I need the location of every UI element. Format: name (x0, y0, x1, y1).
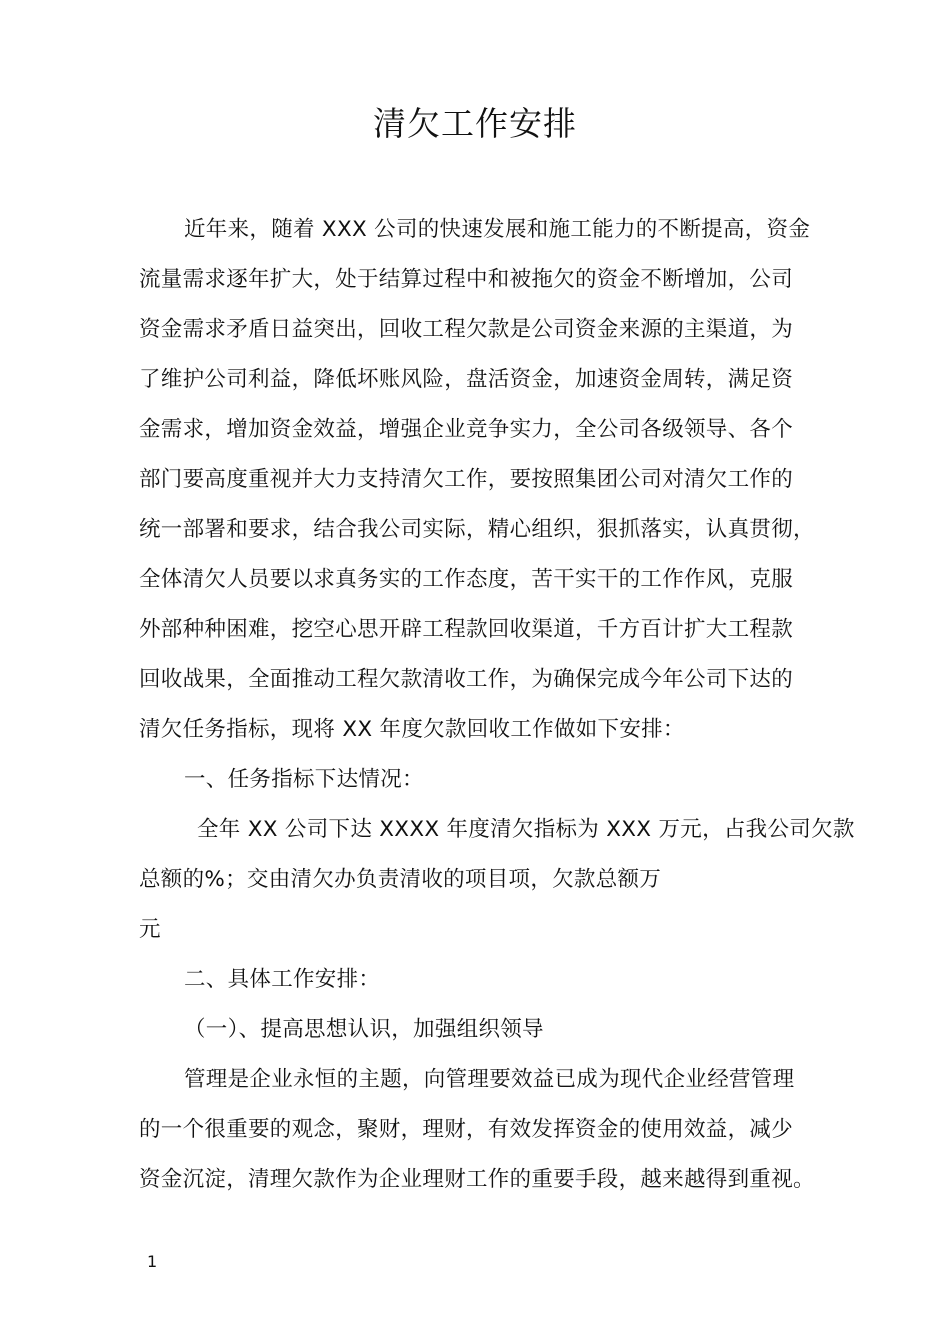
section-heading: 一、任务指标下达情况： (184, 767, 424, 792)
body-line: 外部种种困难，挖空心思开辟工程款回收渠道，千方百计扩大工程款 (139, 617, 794, 642)
body-line: 流量需求逐年扩大，处于结算过程中和被拖欠的资金不断增加，公司 (139, 267, 794, 292)
body-line: 管理是企业永恒的主题，向管理要效益已成为现代企业经营管理 (184, 1067, 795, 1092)
document-title: 清欠工作安排 (373, 104, 577, 143)
body-line: 总额的%；交由清欠办负责清收的项目项，欠款总额万 (139, 867, 662, 892)
subsection-heading: （一）、提高思想认识，加强组织领导 (184, 1017, 544, 1042)
section-heading: 二、具体工作安排： (184, 967, 381, 992)
page-number: 1 (147, 1252, 158, 1271)
body-line: 元 (139, 917, 161, 942)
body-line: 资金沉淀，清理欠款作为企业理财工作的重要手段，越来越得到重视。 (139, 1167, 815, 1192)
body-line: 资金需求矛盾日益突出，回收工程欠款是公司资金来源的主渠道，为 (139, 317, 794, 342)
body-line: 全年 XX 公司下达 XXXX 年度清欠指标为 XXX 万元，占我公司欠款 (197, 817, 855, 842)
body-line: 全体清欠人员要以求真务实的工作态度，苦干实干的工作作风，克服 (139, 567, 794, 592)
body-line: 近年来，随着 XXX 公司的快速发展和施工能力的不断提高，资金 (184, 217, 811, 242)
body-line: 的一个很重要的观念，聚财，理财，有效发挥资金的使用效益，减少 (139, 1117, 794, 1142)
body-line: 了维护公司利益，降低坏账风险，盘活资金，加速资金周转，满足资 (139, 367, 794, 392)
body-line: 统一部署和要求，结合我公司实际，精心组织，狠抓落实，认真贯彻， (139, 517, 815, 542)
body-line: 金需求，增加资金效益，增强企业竞争实力，全公司各级领导、各个 (139, 417, 794, 442)
body-line: 回收战果，全面推动工程欠款清收工作，为确保完成今年公司下达的 (139, 667, 794, 692)
body-line: 部门要高度重视并大力支持清欠工作，要按照集团公司对清欠工作的 (139, 467, 794, 492)
body-line: 清欠任务指标，现将 XX 年度欠款回收工作做如下安排： (139, 717, 685, 742)
document-body (139, 205, 855, 1205)
